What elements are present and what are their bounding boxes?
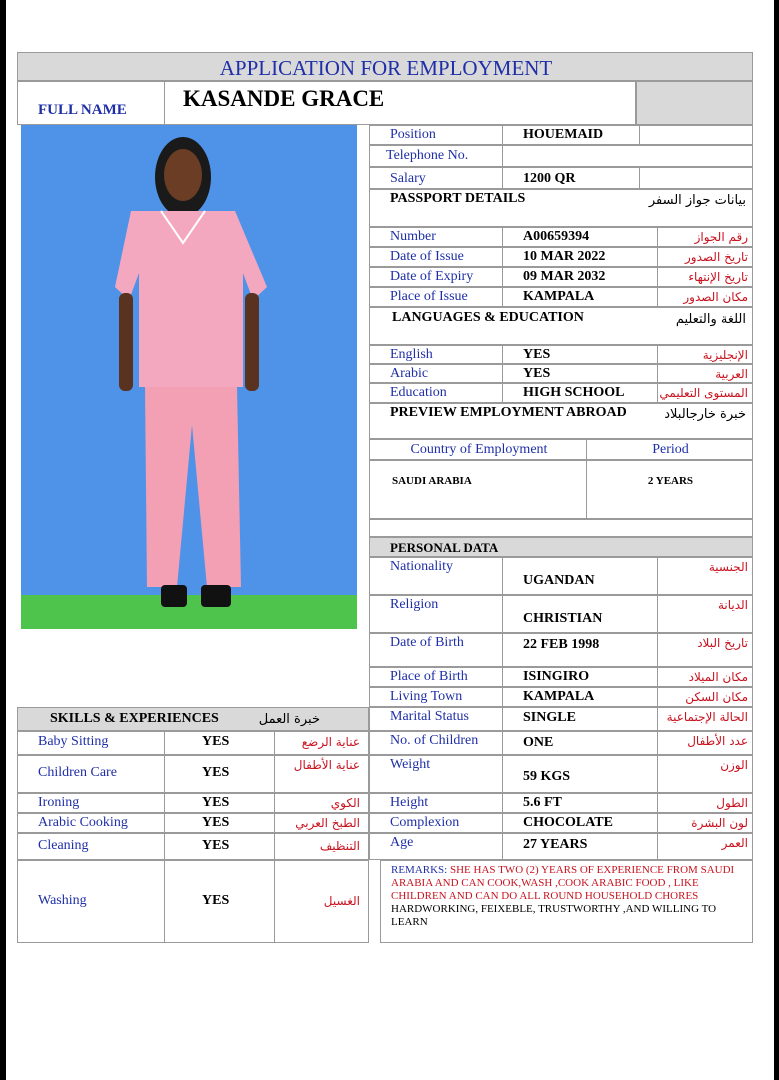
remarks-label: REMARKS:	[391, 864, 448, 876]
personal-value-cell	[502, 813, 658, 833]
skill-arabic-cell	[274, 731, 369, 755]
skills-header-ar: خبرة العمل	[258, 712, 320, 727]
passport-row-label: Date of Expiry	[390, 269, 474, 284]
skill-arabic: الغسيل	[323, 894, 360, 908]
personal-row-value: 5.6 FT	[523, 795, 562, 810]
personal-row-label: Weight	[390, 757, 431, 772]
personal-row-arabic: الحالة الإجتماعية	[666, 710, 748, 724]
passport-row-value: KAMPALA	[523, 289, 595, 304]
personal-label-cell	[369, 633, 503, 667]
passport-row-value: A00659394	[523, 229, 590, 244]
languages-value-cell	[502, 345, 658, 364]
passport-label-cell	[369, 227, 503, 247]
personal-arabic-cell	[657, 813, 753, 833]
passport-arabic-cell	[657, 287, 753, 307]
personal-value-cell	[502, 833, 658, 860]
personal-label-cell	[369, 707, 503, 731]
remarks-red-text: SHE HAS TWO (2) YEARS OF EXPERIENCE FROM SAUDI ARABIA AND CAN COOK,WASH ,COOK ARABIC FOOD , LIKE CHILDREN AND CAN DO ALL ROUND HOUSEHOLD CHORES	[391, 864, 735, 902]
spacer-row	[369, 519, 753, 537]
period-value-cell	[586, 460, 753, 519]
personal-row-arabic: الديانة	[717, 598, 748, 612]
passport-row-label: Number	[390, 229, 436, 244]
skill-value-cell	[164, 793, 275, 813]
personal-row-value: UGANDAN	[523, 573, 595, 588]
personal-row-label: Place of Birth	[390, 669, 468, 684]
personal-data-header-text: PERSONAL DATA	[390, 540, 499, 555]
personal-row-label: Age	[390, 835, 414, 850]
personal-arabic-cell	[657, 667, 753, 687]
passport-row-value: 09 MAR 2032	[523, 269, 606, 284]
skill-label: Cleaning	[38, 838, 89, 853]
skill-value: YES	[202, 893, 230, 908]
personal-row-value: CHOCOLATE	[523, 815, 613, 830]
personal-label-cell	[369, 667, 503, 687]
country-header-cell	[369, 439, 587, 460]
previous-employment-header-ar: خبرة خارجالبلاد	[664, 407, 746, 422]
personal-row-value: 27 YEARS	[523, 837, 588, 852]
personal-arabic-cell	[657, 755, 753, 793]
passport-arabic-cell	[657, 267, 753, 287]
employment-form	[17, 52, 753, 943]
skill-arabic-cell	[274, 833, 369, 860]
personal-row-arabic: عدد الأطفال	[687, 734, 748, 748]
skill-label: Washing	[38, 893, 87, 908]
skill-arabic: عناية الأطفال	[293, 758, 360, 772]
languages-label-cell	[369, 383, 503, 403]
personal-value-cell	[502, 731, 658, 755]
full-name-spare-cell	[636, 81, 753, 125]
telephone-value-cell	[502, 145, 753, 167]
passport-row-label: Date of Issue	[390, 249, 464, 264]
skill-value-cell	[164, 813, 275, 833]
passport-row-value: 10 MAR 2022	[523, 249, 606, 264]
personal-row-arabic: الطول	[716, 796, 748, 810]
skill-label-cell	[17, 731, 165, 755]
skill-value-cell	[164, 755, 275, 793]
page	[6, 0, 774, 1080]
skill-label: Children Care	[38, 765, 117, 780]
skill-value: YES	[202, 765, 230, 780]
previous-employment-header-text: PREVIEW EMPLOYMENT ABROAD	[390, 405, 627, 420]
country-value-cell	[369, 460, 587, 519]
salary-label-cell	[369, 167, 503, 189]
skill-label: Arabic Cooking	[38, 815, 128, 830]
personal-row-value: 59 KGS	[523, 769, 571, 784]
skill-label: Baby Sitting	[38, 734, 109, 749]
skill-value-cell	[164, 860, 275, 943]
personal-label-cell	[369, 755, 503, 793]
personal-label-cell	[369, 595, 503, 633]
passport-label-cell	[369, 247, 503, 267]
languages-row-value: YES	[523, 347, 551, 362]
passport-row-arabic: تاريخ الصدور	[685, 250, 748, 264]
skill-label-cell	[17, 833, 165, 860]
personal-value-cell	[502, 755, 658, 793]
languages-row-label: Arabic	[390, 366, 429, 381]
skill-arabic: عناية الرضع	[301, 735, 360, 749]
skill-label: Ironing	[38, 795, 80, 810]
skill-value: YES	[202, 795, 230, 810]
skill-label-cell	[17, 755, 165, 793]
languages-arabic-cell	[657, 383, 753, 403]
form-title: APPLICATION FOR EMPLOYMENT	[219, 56, 553, 80]
personal-row-value: 22 FEB 1998	[523, 637, 600, 652]
passport-header	[369, 189, 753, 227]
personal-row-arabic: تاريخ البلاد	[697, 636, 748, 650]
remarks-box	[380, 860, 753, 943]
personal-arabic-cell	[657, 793, 753, 813]
skill-label-cell	[17, 813, 165, 833]
personal-row-arabic: الوزن	[720, 758, 748, 772]
personal-row-arabic: لون البشرة	[691, 816, 748, 830]
salary-spare-cell	[639, 167, 753, 189]
passport-arabic-cell	[657, 227, 753, 247]
personal-value-cell	[502, 707, 658, 731]
skill-value: YES	[202, 815, 230, 830]
personal-row-label: No. of Children	[390, 733, 479, 748]
personal-value-cell	[502, 557, 658, 595]
personal-value-cell	[502, 595, 658, 633]
passport-row-arabic: مكان الصدور	[683, 290, 748, 304]
languages-row-arabic: العربية	[715, 367, 748, 381]
personal-row-label: Complexion	[390, 815, 460, 830]
skills-header-text: SKILLS & EXPERIENCES	[50, 711, 219, 726]
languages-row-arabic: المستوى التعليمي	[659, 386, 748, 400]
skills-header	[17, 707, 369, 731]
personal-arabic-cell	[657, 707, 753, 731]
remarks-text	[391, 864, 746, 929]
skill-arabic-cell	[274, 860, 369, 943]
personal-arabic-cell	[657, 731, 753, 755]
personal-label-cell	[369, 833, 503, 860]
telephone-label-cell	[369, 145, 503, 167]
personal-arabic-cell	[657, 633, 753, 667]
languages-row-value: HIGH SCHOOL	[523, 385, 625, 400]
full-name-cell	[164, 81, 636, 125]
languages-row-label: Education	[390, 385, 447, 400]
period-header-cell	[586, 439, 753, 460]
personal-row-value: CHRISTIAN	[523, 611, 603, 626]
period-value: 2 YEARS	[647, 475, 694, 487]
personal-label-cell	[369, 813, 503, 833]
languages-row-label: English	[390, 347, 433, 362]
personal-label-cell	[369, 687, 503, 707]
position-spare-cell	[639, 125, 753, 145]
personal-value-cell	[502, 667, 658, 687]
remarks-black-text: HARDWORKING, FEIXEBLE, TRUSTWORTHY ,AND WILLING TO LEARN	[391, 903, 717, 928]
skill-label-cell	[17, 793, 165, 813]
personal-value-cell	[502, 633, 658, 667]
skill-label-cell	[17, 860, 165, 943]
passport-row-label: Place of Issue	[390, 289, 468, 304]
languages-header	[369, 307, 753, 345]
position-value-cell	[502, 125, 640, 145]
passport-row-arabic: تاريخ الإنتهاء	[688, 270, 748, 284]
passport-value-cell	[502, 227, 658, 247]
skill-arabic: الطبخ العربي	[295, 816, 360, 830]
languages-value-cell	[502, 383, 658, 403]
languages-arabic-cell	[657, 345, 753, 364]
languages-row-arabic: الإنجليزية	[702, 348, 748, 362]
personal-row-label: Religion	[390, 597, 439, 612]
full-name-value: KASANDE GRACE	[183, 86, 385, 111]
personal-row-label: Marital Status	[390, 709, 469, 724]
languages-label-cell	[369, 345, 503, 364]
personal-row-value: SINGLE	[523, 710, 576, 725]
languages-header-ar: اللغة والتعليم	[675, 312, 746, 327]
personal-arabic-cell	[657, 833, 753, 860]
position-value: HOUEMAID	[523, 127, 604, 142]
personal-arabic-cell	[657, 595, 753, 633]
personal-label-cell	[369, 793, 503, 813]
passport-header-text: PASSPORT DETAILS	[390, 191, 526, 206]
personal-value-cell	[502, 687, 658, 707]
skill-arabic-cell	[274, 793, 369, 813]
personal-row-value: KAMPALA	[523, 689, 595, 704]
title-bar	[17, 52, 753, 81]
passport-label-cell	[369, 267, 503, 287]
personal-row-arabic: مكان الميلاد	[688, 670, 748, 684]
personal-row-arabic: الجنسية	[708, 560, 748, 574]
passport-value-cell	[502, 267, 658, 287]
personal-row-value: ONE	[523, 735, 554, 750]
personal-data-header	[369, 537, 753, 557]
personal-row-label: Date of Birth	[390, 635, 464, 650]
salary-label: Salary	[390, 171, 426, 186]
personal-arabic-cell	[657, 557, 753, 595]
skill-value: YES	[202, 838, 230, 853]
personal-row-value: ISINGIRO	[523, 669, 590, 684]
passport-value-cell	[502, 287, 658, 307]
passport-arabic-cell	[657, 247, 753, 267]
personal-label-cell	[369, 731, 503, 755]
personal-row-arabic: العمر	[721, 836, 748, 850]
salary-value-cell	[502, 167, 640, 189]
personal-value-cell	[502, 793, 658, 813]
applicant-photo	[21, 125, 357, 629]
personal-arabic-cell	[657, 687, 753, 707]
languages-arabic-cell	[657, 364, 753, 383]
skill-value-cell	[164, 731, 275, 755]
period-header: Period	[652, 442, 689, 457]
languages-row-value: YES	[523, 366, 551, 381]
country-value: SAUDI ARABIA	[392, 475, 472, 487]
skill-arabic: التنظيف	[319, 839, 360, 853]
position-label: Position	[390, 127, 436, 142]
languages-value-cell	[502, 364, 658, 383]
skill-value: YES	[202, 734, 230, 749]
skill-arabic-cell	[274, 813, 369, 833]
country-header: Country of Employment	[410, 442, 548, 457]
skill-value-cell	[164, 833, 275, 860]
person-figure	[21, 125, 357, 629]
skill-arabic: الكوي	[330, 796, 360, 810]
salary-value: 1200 QR	[523, 171, 576, 186]
telephone-label: Telephone No.	[386, 148, 469, 163]
personal-row-arabic: مكان السكن	[685, 690, 748, 704]
passport-header-ar: بيانات جواز السفر	[648, 193, 746, 208]
full-name-label: FULL NAME	[38, 102, 127, 118]
skill-arabic-cell	[274, 755, 369, 793]
personal-label-cell	[369, 557, 503, 595]
position-label-cell	[369, 125, 503, 145]
languages-label-cell	[369, 364, 503, 383]
languages-header-text: LANGUAGES & EDUCATION	[392, 310, 584, 325]
full-name-label-cell	[17, 81, 165, 125]
passport-value-cell	[502, 247, 658, 267]
personal-row-label: Height	[390, 795, 429, 810]
passport-label-cell	[369, 287, 503, 307]
personal-row-label: Nationality	[390, 559, 453, 574]
previous-employment-header	[369, 403, 753, 439]
passport-row-arabic: رقم الجواز	[694, 230, 748, 244]
personal-row-label: Living Town	[390, 689, 463, 704]
